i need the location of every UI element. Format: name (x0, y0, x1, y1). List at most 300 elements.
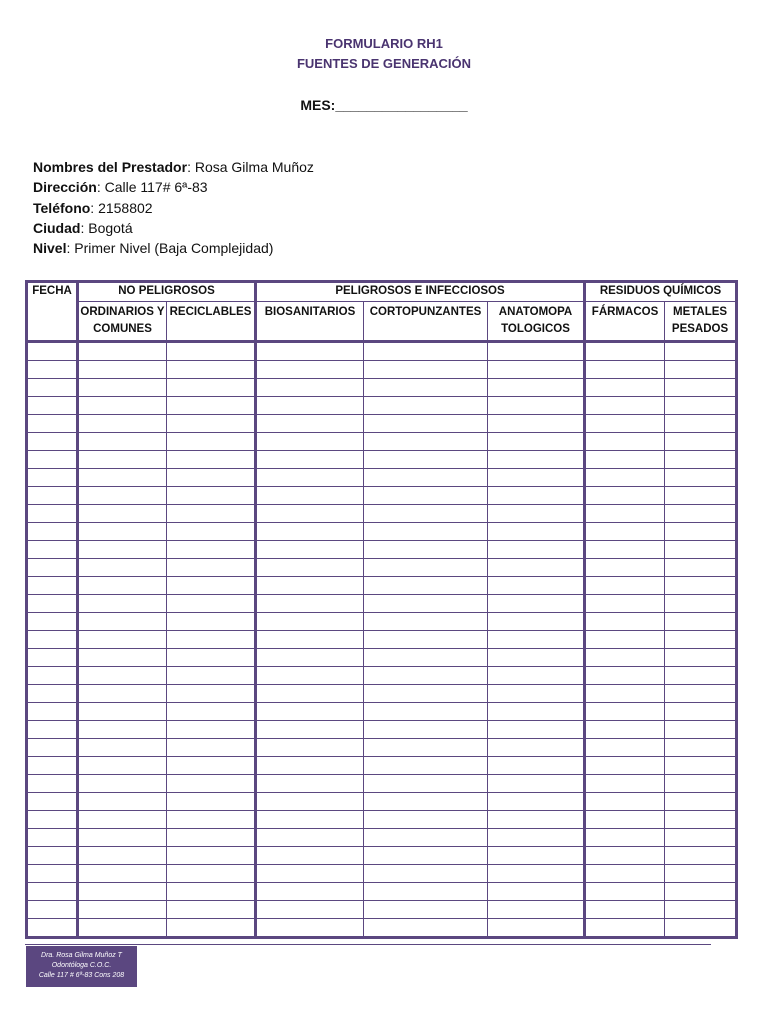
table-cell[interactable] (585, 397, 665, 415)
table-cell[interactable] (488, 451, 585, 469)
table-cell[interactable] (167, 775, 256, 793)
table-cell[interactable] (585, 379, 665, 397)
table-row (27, 469, 737, 487)
table-cell[interactable] (167, 793, 256, 811)
table-cell[interactable] (27, 847, 78, 865)
table-cell[interactable] (585, 469, 665, 487)
table-cell[interactable] (585, 865, 665, 883)
table-cell[interactable] (364, 487, 488, 505)
table-cell[interactable] (27, 451, 78, 469)
table-cell[interactable] (488, 577, 585, 595)
table-cell[interactable] (78, 721, 167, 739)
table-cell[interactable] (256, 703, 364, 721)
table-cell[interactable] (364, 451, 488, 469)
table-cell[interactable] (167, 433, 256, 451)
table-cell[interactable] (665, 469, 737, 487)
table-cell[interactable] (27, 415, 78, 433)
table-cell[interactable] (78, 757, 167, 775)
table-cell[interactable] (364, 919, 488, 938)
table-cell[interactable] (488, 342, 585, 361)
table-cell[interactable] (167, 811, 256, 829)
table-cell[interactable] (167, 757, 256, 775)
table-cell[interactable] (27, 919, 78, 938)
table-cell[interactable] (364, 703, 488, 721)
table-cell[interactable] (78, 433, 167, 451)
table-cell[interactable] (78, 649, 167, 667)
table-row (27, 415, 737, 433)
table-cell[interactable] (27, 739, 78, 757)
table-cell[interactable] (364, 595, 488, 613)
table-cell[interactable] (488, 379, 585, 397)
city-label: Ciudad (33, 220, 81, 236)
table-cell[interactable] (78, 847, 167, 865)
table-cell[interactable] (585, 739, 665, 757)
table-cell[interactable] (488, 721, 585, 739)
table-cell[interactable] (585, 613, 665, 631)
table-row (27, 541, 737, 559)
table-cell[interactable] (488, 397, 585, 415)
table-cell[interactable] (256, 901, 364, 919)
table-cell[interactable] (585, 919, 665, 938)
table-cell[interactable] (364, 361, 488, 379)
column-header-ordinarios: ORDINARIOS Y COMUNES (78, 302, 167, 342)
table-cell[interactable] (27, 361, 78, 379)
table-cell[interactable] (256, 361, 364, 379)
table-cell[interactable] (27, 541, 78, 559)
table-cell[interactable] (167, 649, 256, 667)
table-cell[interactable] (78, 541, 167, 559)
table-cell[interactable] (78, 667, 167, 685)
table-cell[interactable] (488, 541, 585, 559)
table-cell[interactable] (167, 901, 256, 919)
table-cell[interactable] (78, 415, 167, 433)
table-cell[interactable] (585, 541, 665, 559)
table-cell[interactable] (488, 793, 585, 811)
table-cell[interactable] (256, 685, 364, 703)
table-cell[interactable] (256, 415, 364, 433)
table-cell[interactable] (364, 721, 488, 739)
table-cell[interactable] (364, 433, 488, 451)
table-cell[interactable] (256, 775, 364, 793)
table-cell[interactable] (27, 487, 78, 505)
table-cell[interactable] (364, 739, 488, 757)
table-cell[interactable] (585, 342, 665, 361)
table-cell[interactable] (364, 775, 488, 793)
table-cell[interactable] (27, 559, 78, 577)
table-cell[interactable] (256, 577, 364, 595)
table-cell[interactable] (364, 541, 488, 559)
table-cell[interactable] (364, 829, 488, 847)
table-cell[interactable] (27, 811, 78, 829)
table-cell[interactable] (256, 379, 364, 397)
table-cell[interactable] (585, 415, 665, 433)
table-cell[interactable] (167, 577, 256, 595)
table-cell[interactable] (167, 523, 256, 541)
table-cell[interactable] (488, 505, 585, 523)
table-cell[interactable] (488, 631, 585, 649)
table-cell[interactable] (78, 703, 167, 721)
table-row (27, 721, 737, 739)
table-cell[interactable] (27, 865, 78, 883)
table-cell[interactable] (585, 685, 665, 703)
table-cell[interactable] (488, 361, 585, 379)
table-cell[interactable] (27, 595, 78, 613)
table-cell[interactable] (27, 523, 78, 541)
table-cell[interactable] (364, 847, 488, 865)
table-cell[interactable] (585, 595, 665, 613)
table-cell[interactable] (488, 829, 585, 847)
table-cell[interactable] (27, 469, 78, 487)
table-cell[interactable] (488, 595, 585, 613)
table-cell[interactable] (665, 901, 737, 919)
table-cell[interactable] (665, 415, 737, 433)
table-cell[interactable] (27, 883, 78, 901)
table-cell[interactable] (585, 721, 665, 739)
table-cell[interactable] (488, 739, 585, 757)
table-cell[interactable] (364, 811, 488, 829)
table-cell[interactable] (78, 811, 167, 829)
table-cell[interactable] (256, 451, 364, 469)
table-cell[interactable] (665, 649, 737, 667)
table-cell[interactable] (585, 703, 665, 721)
table-cell[interactable] (256, 342, 364, 361)
table-cell[interactable] (665, 451, 737, 469)
table-cell[interactable] (364, 631, 488, 649)
table-cell[interactable] (488, 901, 585, 919)
table-cell[interactable] (585, 433, 665, 451)
table-cell[interactable] (78, 342, 167, 361)
address-label: Dirección (33, 179, 97, 195)
column-header-anatomopatologicos: ANATOMOPA TOLOGICOS (488, 302, 585, 342)
table-cell[interactable] (488, 703, 585, 721)
table-cell[interactable] (665, 397, 737, 415)
table-cell[interactable] (256, 397, 364, 415)
table-cell[interactable] (167, 361, 256, 379)
table-cell[interactable] (256, 829, 364, 847)
table-cell[interactable] (256, 757, 364, 775)
table-cell[interactable] (665, 919, 737, 938)
table-cell[interactable] (488, 487, 585, 505)
table-cell[interactable] (364, 397, 488, 415)
table-cell[interactable] (167, 541, 256, 559)
table-cell[interactable] (256, 595, 364, 613)
table-cell[interactable] (256, 793, 364, 811)
table-cell[interactable] (256, 865, 364, 883)
table-cell[interactable] (167, 397, 256, 415)
table-cell[interactable] (585, 847, 665, 865)
table-cell[interactable] (256, 811, 364, 829)
table-cell[interactable] (364, 667, 488, 685)
table-cell[interactable] (364, 577, 488, 595)
table-cell[interactable] (665, 342, 737, 361)
table-cell[interactable] (78, 361, 167, 379)
table-row (27, 649, 737, 667)
table-cell[interactable] (256, 541, 364, 559)
level-row: Nivel: Primer Nivel (Baja Complejidad) (33, 240, 274, 256)
table-row (27, 361, 737, 379)
table-cell[interactable] (78, 595, 167, 613)
phone-row: Teléfono: 2158802 (33, 200, 153, 216)
table-cell[interactable] (167, 505, 256, 523)
table-cell[interactable] (665, 541, 737, 559)
table-cell[interactable] (585, 361, 665, 379)
table-cell[interactable] (585, 901, 665, 919)
table-cell[interactable] (665, 883, 737, 901)
table-cell[interactable] (167, 667, 256, 685)
table-cell[interactable] (585, 667, 665, 685)
table-cell[interactable] (27, 685, 78, 703)
table-cell[interactable] (78, 469, 167, 487)
table-cell[interactable] (585, 829, 665, 847)
table-cell[interactable] (585, 505, 665, 523)
table-row (27, 757, 737, 775)
table-cell[interactable] (488, 613, 585, 631)
table-cell[interactable] (665, 613, 737, 631)
table-cell[interactable] (167, 919, 256, 938)
table-cell[interactable] (488, 919, 585, 938)
table-cell[interactable] (488, 415, 585, 433)
table-row (27, 793, 737, 811)
table-cell[interactable] (78, 865, 167, 883)
table-cell[interactable] (488, 667, 585, 685)
table-cell[interactable] (364, 649, 488, 667)
table-cell[interactable] (27, 775, 78, 793)
waste-log-table (25, 280, 738, 939)
table-cell[interactable] (27, 793, 78, 811)
table-cell[interactable] (665, 847, 737, 865)
table-cell[interactable] (364, 865, 488, 883)
table-cell[interactable] (585, 523, 665, 541)
table-cell[interactable] (27, 649, 78, 667)
table-cell[interactable] (665, 757, 737, 775)
table-cell[interactable] (167, 559, 256, 577)
table-cell[interactable] (27, 721, 78, 739)
table-cell[interactable] (27, 901, 78, 919)
table-cell[interactable] (256, 613, 364, 631)
table-cell[interactable] (364, 901, 488, 919)
table-cell[interactable] (488, 883, 585, 901)
table-cell[interactable] (488, 847, 585, 865)
table-cell[interactable] (78, 739, 167, 757)
table-cell[interactable] (167, 865, 256, 883)
table-cell[interactable] (364, 613, 488, 631)
table-cell[interactable] (167, 415, 256, 433)
table-cell[interactable] (665, 379, 737, 397)
table-cell[interactable] (27, 505, 78, 523)
table-cell[interactable] (665, 433, 737, 451)
table-cell[interactable] (78, 883, 167, 901)
table-cell[interactable] (364, 793, 488, 811)
table-row (27, 342, 737, 361)
table-cell[interactable] (665, 523, 737, 541)
table-cell[interactable] (27, 379, 78, 397)
table-cell[interactable] (665, 505, 737, 523)
table-cell[interactable] (256, 649, 364, 667)
table-cell[interactable] (364, 883, 488, 901)
table-cell[interactable] (78, 559, 167, 577)
city-row: Ciudad: Bogotá (33, 220, 133, 236)
table-cell[interactable] (665, 811, 737, 829)
table-cell[interactable] (27, 613, 78, 631)
table-cell[interactable] (27, 631, 78, 649)
table-cell[interactable] (364, 469, 488, 487)
table-cell[interactable] (665, 577, 737, 595)
table-cell[interactable] (665, 829, 737, 847)
table-cell[interactable] (256, 919, 364, 938)
table-cell[interactable] (364, 415, 488, 433)
table-cell[interactable] (27, 342, 78, 361)
table-cell[interactable] (364, 379, 488, 397)
table-cell[interactable] (488, 811, 585, 829)
table-cell[interactable] (167, 829, 256, 847)
group-header-peligrosos: PELIGROSOS E INFECCIOSOS (256, 282, 585, 302)
table-cell[interactable] (167, 739, 256, 757)
table-cell[interactable] (488, 523, 585, 541)
table-cell[interactable] (665, 739, 737, 757)
table-cell[interactable] (665, 559, 737, 577)
table-cell[interactable] (167, 883, 256, 901)
table-cell[interactable] (78, 487, 167, 505)
table-cell[interactable] (488, 685, 585, 703)
table-cell[interactable] (78, 775, 167, 793)
table-cell[interactable] (27, 829, 78, 847)
table-row (27, 847, 737, 865)
table-cell[interactable] (27, 703, 78, 721)
table-cell[interactable] (665, 721, 737, 739)
table-row (27, 487, 737, 505)
table-cell[interactable] (665, 793, 737, 811)
table-cell[interactable] (256, 487, 364, 505)
table-cell[interactable] (27, 667, 78, 685)
table-cell[interactable] (665, 865, 737, 883)
table-cell[interactable] (167, 451, 256, 469)
table-cell[interactable] (256, 631, 364, 649)
table-cell[interactable] (585, 577, 665, 595)
table-cell[interactable] (167, 631, 256, 649)
table-cell[interactable] (167, 721, 256, 739)
table-cell[interactable] (256, 469, 364, 487)
table-cell[interactable] (78, 379, 167, 397)
table-cell[interactable] (364, 523, 488, 541)
table-cell[interactable] (256, 523, 364, 541)
table-cell[interactable] (27, 397, 78, 415)
table-cell[interactable] (488, 775, 585, 793)
table-cell[interactable] (364, 757, 488, 775)
table-cell[interactable] (585, 883, 665, 901)
table-cell[interactable] (256, 559, 364, 577)
table-cell[interactable] (585, 793, 665, 811)
table-cell[interactable] (78, 901, 167, 919)
level-value: Primer Nivel (Baja Complejidad) (74, 240, 274, 256)
table-cell[interactable] (167, 847, 256, 865)
table-cell[interactable] (78, 397, 167, 415)
table-cell[interactable] (665, 775, 737, 793)
table-cell[interactable] (78, 505, 167, 523)
table-cell[interactable] (256, 739, 364, 757)
table-row (27, 919, 737, 938)
table-cell[interactable] (256, 505, 364, 523)
provider-name-label: Nombres del Prestador (33, 159, 188, 175)
table-cell[interactable] (167, 685, 256, 703)
table-cell[interactable] (488, 559, 585, 577)
table-cell[interactable] (78, 577, 167, 595)
table-cell[interactable] (585, 811, 665, 829)
table-cell[interactable] (488, 433, 585, 451)
table-cell[interactable] (27, 433, 78, 451)
stamp-line-address: Calle 117 # 6ª-83 Cons 208 (38, 972, 125, 979)
table-cell[interactable] (27, 577, 78, 595)
table-cell[interactable] (78, 829, 167, 847)
table-cell[interactable] (665, 703, 737, 721)
form-subtitle: FUENTES DE GENERACIÓN (296, 56, 472, 71)
table-cell[interactable] (665, 631, 737, 649)
provider-name-row: Nombres del Prestador: Rosa Gilma Muñoz (33, 159, 314, 175)
table-cell[interactable] (585, 649, 665, 667)
table-cell[interactable] (256, 847, 364, 865)
table-cell[interactable] (78, 451, 167, 469)
table-cell[interactable] (78, 523, 167, 541)
table-cell[interactable] (78, 919, 167, 938)
table-cell[interactable] (364, 559, 488, 577)
table-cell[interactable] (256, 883, 364, 901)
table-cell[interactable] (167, 595, 256, 613)
table-cell[interactable] (167, 703, 256, 721)
table-cell[interactable] (167, 342, 256, 361)
table-cell[interactable] (78, 685, 167, 703)
footer-divider (25, 944, 711, 945)
table-row (27, 703, 737, 721)
table-cell[interactable] (256, 433, 364, 451)
table-cell[interactable] (167, 469, 256, 487)
table-cell[interactable] (665, 685, 737, 703)
column-header-cortopunzantes: CORTOPUNZANTES (364, 302, 488, 342)
table-cell[interactable] (665, 487, 737, 505)
table-cell[interactable] (488, 865, 585, 883)
column-header-farmacos: FÁRMACOS (585, 302, 665, 342)
table-cell[interactable] (364, 342, 488, 361)
table-cell[interactable] (488, 469, 585, 487)
table-cell[interactable] (256, 721, 364, 739)
table-row (27, 739, 737, 757)
table-cell[interactable] (78, 613, 167, 631)
table-cell[interactable] (78, 793, 167, 811)
address-row: Dirección: Calle 117# 6ª-83 (33, 179, 208, 195)
table-cell[interactable] (665, 667, 737, 685)
table-cell[interactable] (364, 505, 488, 523)
table-cell[interactable] (167, 613, 256, 631)
phone-value: 2158802 (98, 200, 153, 216)
table-cell[interactable] (27, 757, 78, 775)
table-cell[interactable] (585, 559, 665, 577)
table-cell[interactable] (585, 451, 665, 469)
table-cell[interactable] (488, 757, 585, 775)
table-cell[interactable] (665, 595, 737, 613)
table-cell[interactable] (256, 667, 364, 685)
table-cell[interactable] (585, 631, 665, 649)
table-cell[interactable] (585, 487, 665, 505)
table-cell[interactable] (488, 649, 585, 667)
table-cell[interactable] (167, 487, 256, 505)
phone-label: Teléfono (33, 200, 91, 216)
table-cell[interactable] (78, 631, 167, 649)
table-row (27, 901, 737, 919)
table-cell[interactable] (364, 685, 488, 703)
table-cell[interactable] (585, 757, 665, 775)
table-cell[interactable] (585, 775, 665, 793)
table-cell[interactable] (665, 361, 737, 379)
table-row (27, 451, 737, 469)
table-cell[interactable] (167, 379, 256, 397)
